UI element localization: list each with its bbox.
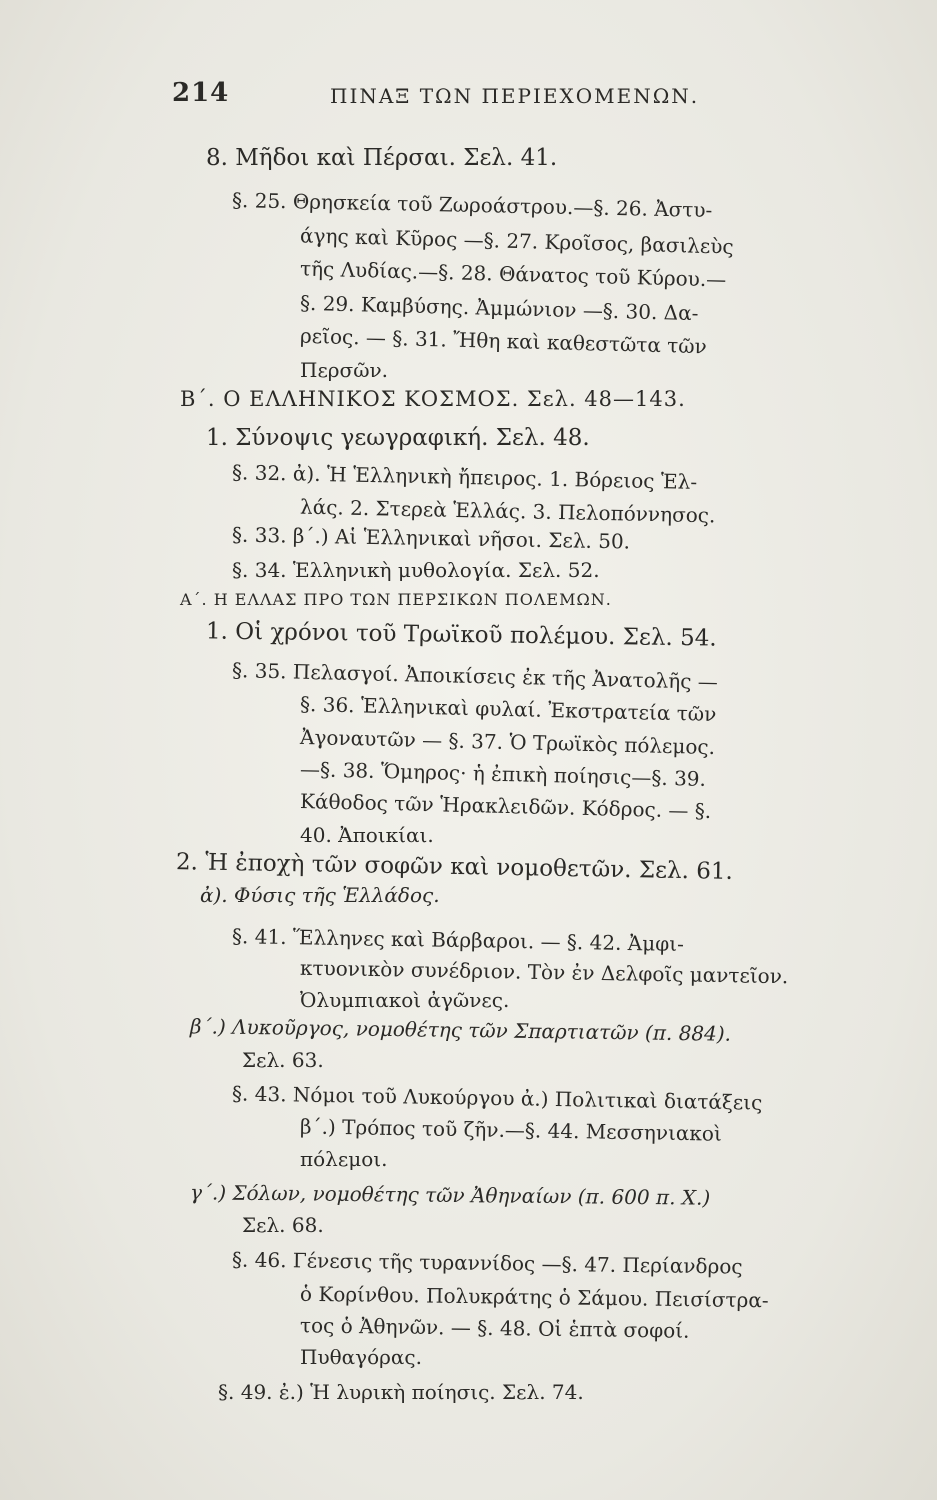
toc-entry-line: άγης καὶ Κῦρος —§. 27. Κροῖσος, βασιλεὺς [299,223,734,259]
toc-entry-line: §. 46. Γένεσις τῆς τυραννίδος —§. 47. Περίανδρος [231,1247,743,1279]
toc-chapter-line: 2. Ἡ ἐποχὴ τῶν σοφῶν καὶ νομοθετῶν. Σελ. 61. [175,849,734,885]
toc-entry-line: πόλεμοι. [300,1147,388,1171]
toc-entry-line: κτυονικὸν συνέδριον. Τὸν ἐν Δελφοῖς μαντεῖον. [299,955,789,989]
toc-entry-line: Περσῶν. [300,358,389,382]
toc-entry-line: Πυθαγόρας. [300,1345,422,1369]
toc-entry-line: §. 43. Νόμοι τοῦ Λυκούργου ἀ.) Πολιτικαὶ διατάξεις [231,1081,763,1115]
toc-entry-line: §. 36. Ἑλληνικαὶ φυλαί. Ἐκστρατεία τῶν [299,691,717,727]
toc-entry-line: §. 35. Πελασγοί. Ἀποικίσεις ἐκ τῆς Ἀνατολῆς — [231,658,719,694]
toc-section-heading: Α΄. Η ΕΛΛΑΣ ΠΡΟ ΤΩΝ ΠΕΡΣΙΚΩΝ ΠΟΛΕΜΩΝ. [180,590,612,609]
toc-subsection-line: ἀ). Φύσις τῆς Ἑλλάδος. [200,883,440,907]
toc-entry-line: 40. Ἀποικίαι. [300,823,434,847]
toc-entry-line: Σελ. 68. [242,1213,324,1237]
page-number: 214 [172,78,230,108]
toc-chapter-line: 1. Οἱ χρόνοι τοῦ Τρωϊκοῦ πολέμου. Σελ. 54. [205,618,717,652]
toc-entry-line: §. 41. Ἕλληνες καὶ Βάρβαροι. — §. 42. Ἀμφι- [231,924,685,956]
toc-entry-line: §. 29. Καμβύσης. Ἀμμώνιον —§. 30. Δα- [299,290,699,326]
toc-entry-line: Σελ. 63. [242,1048,324,1072]
toc-entry-line: Ὀλυμπιακοὶ ἀγῶνες. [300,988,510,1012]
toc-section-heading: Β΄. Ο ΕΛΛΗΝΙΚΟΣ ΚΟΣΜΟΣ. Σελ. 48—143. [180,387,686,411]
page-header [172,78,732,118]
running-title: ΠΙΝΑΞ ΤΩΝ ΠΕΡΙΕΧΟΜΕΝΩΝ. [330,84,700,108]
toc-entry-line: ρεῖος. — §. 31. Ἤθη καὶ καθεστῶτα τῶν [299,323,708,359]
toc-entry-line: §. 34. Ἑλληνικὴ μυθολογία. Σελ. 52. [232,558,600,582]
toc-entry-line: τῆς Λυδίας.—§. 28. Θάνατος τοῦ Κύρου.— [299,256,727,292]
toc-entry-line: §. 32. ἀ). Ἡ Ἑλληνικὴ ἤπειρος. 1. Βόρειος Ἑλ- [231,460,698,494]
toc-chapter-line: 8. Μῆδοι καὶ Πέρσαι. Σελ. 41. [206,145,558,171]
toc-entry-line: —§. 38. Ὅμηρος· ἡ ἐπικὴ ποίησις—§. 39. [299,757,707,791]
toc-entry-line: §. 49. ἐ.) Ἡ λυρικὴ ποίησις. Σελ. 74. [218,1380,584,1404]
toc-entry-line: §. 33. β΄.) Αἱ Ἑλληνικαὶ νῆσοι. Σελ. 50. [231,522,631,554]
toc-entry-line: Ἀγοναυτῶν — §. 37. Ὁ Τρωϊκὸς πόλεμος. [299,724,716,760]
toc-entry-line: §. 25. Θρησκεία τοῦ Ζωροάστρου.—§. 26. Ἀστυ- [231,187,713,223]
toc-entry-line: β΄.) Τρόπος τοῦ ζῆν.—§. 44. Μεσσηνιακοὶ [299,1114,723,1146]
toc-entry-line: ὁ Κορίνθου. Πολυκράτης ὁ Σάμου. Πεισίστρα- [299,1281,769,1313]
toc-entry-line: Κάθοδος τῶν Ἡρακλειδῶν. Κόδρος. — §. [299,788,712,824]
toc-entry-line: λάς. 2. Στερεὰ Ἑλλάς. 3. Πελοπόννησος. [299,494,716,528]
toc-chapter-line: 1. Σύνοψις γεωγραφική. Σελ. 48. [206,425,590,451]
toc-subsection-line: γ΄.) Σόλων, νομοθέτης τῶν Ἀθηναίων (π. 600 π. Χ.) [189,1180,711,1210]
toc-subsection-line: β΄.) Λυκοῦργος, νομοθέτης τῶν Σπαρτιατῶν (π. 884). [189,1014,732,1046]
toc-entry-line: τος ὁ Ἀθηνῶν. — §. 48. Οἱ ἑπτὰ σοφοί. [299,1313,690,1343]
